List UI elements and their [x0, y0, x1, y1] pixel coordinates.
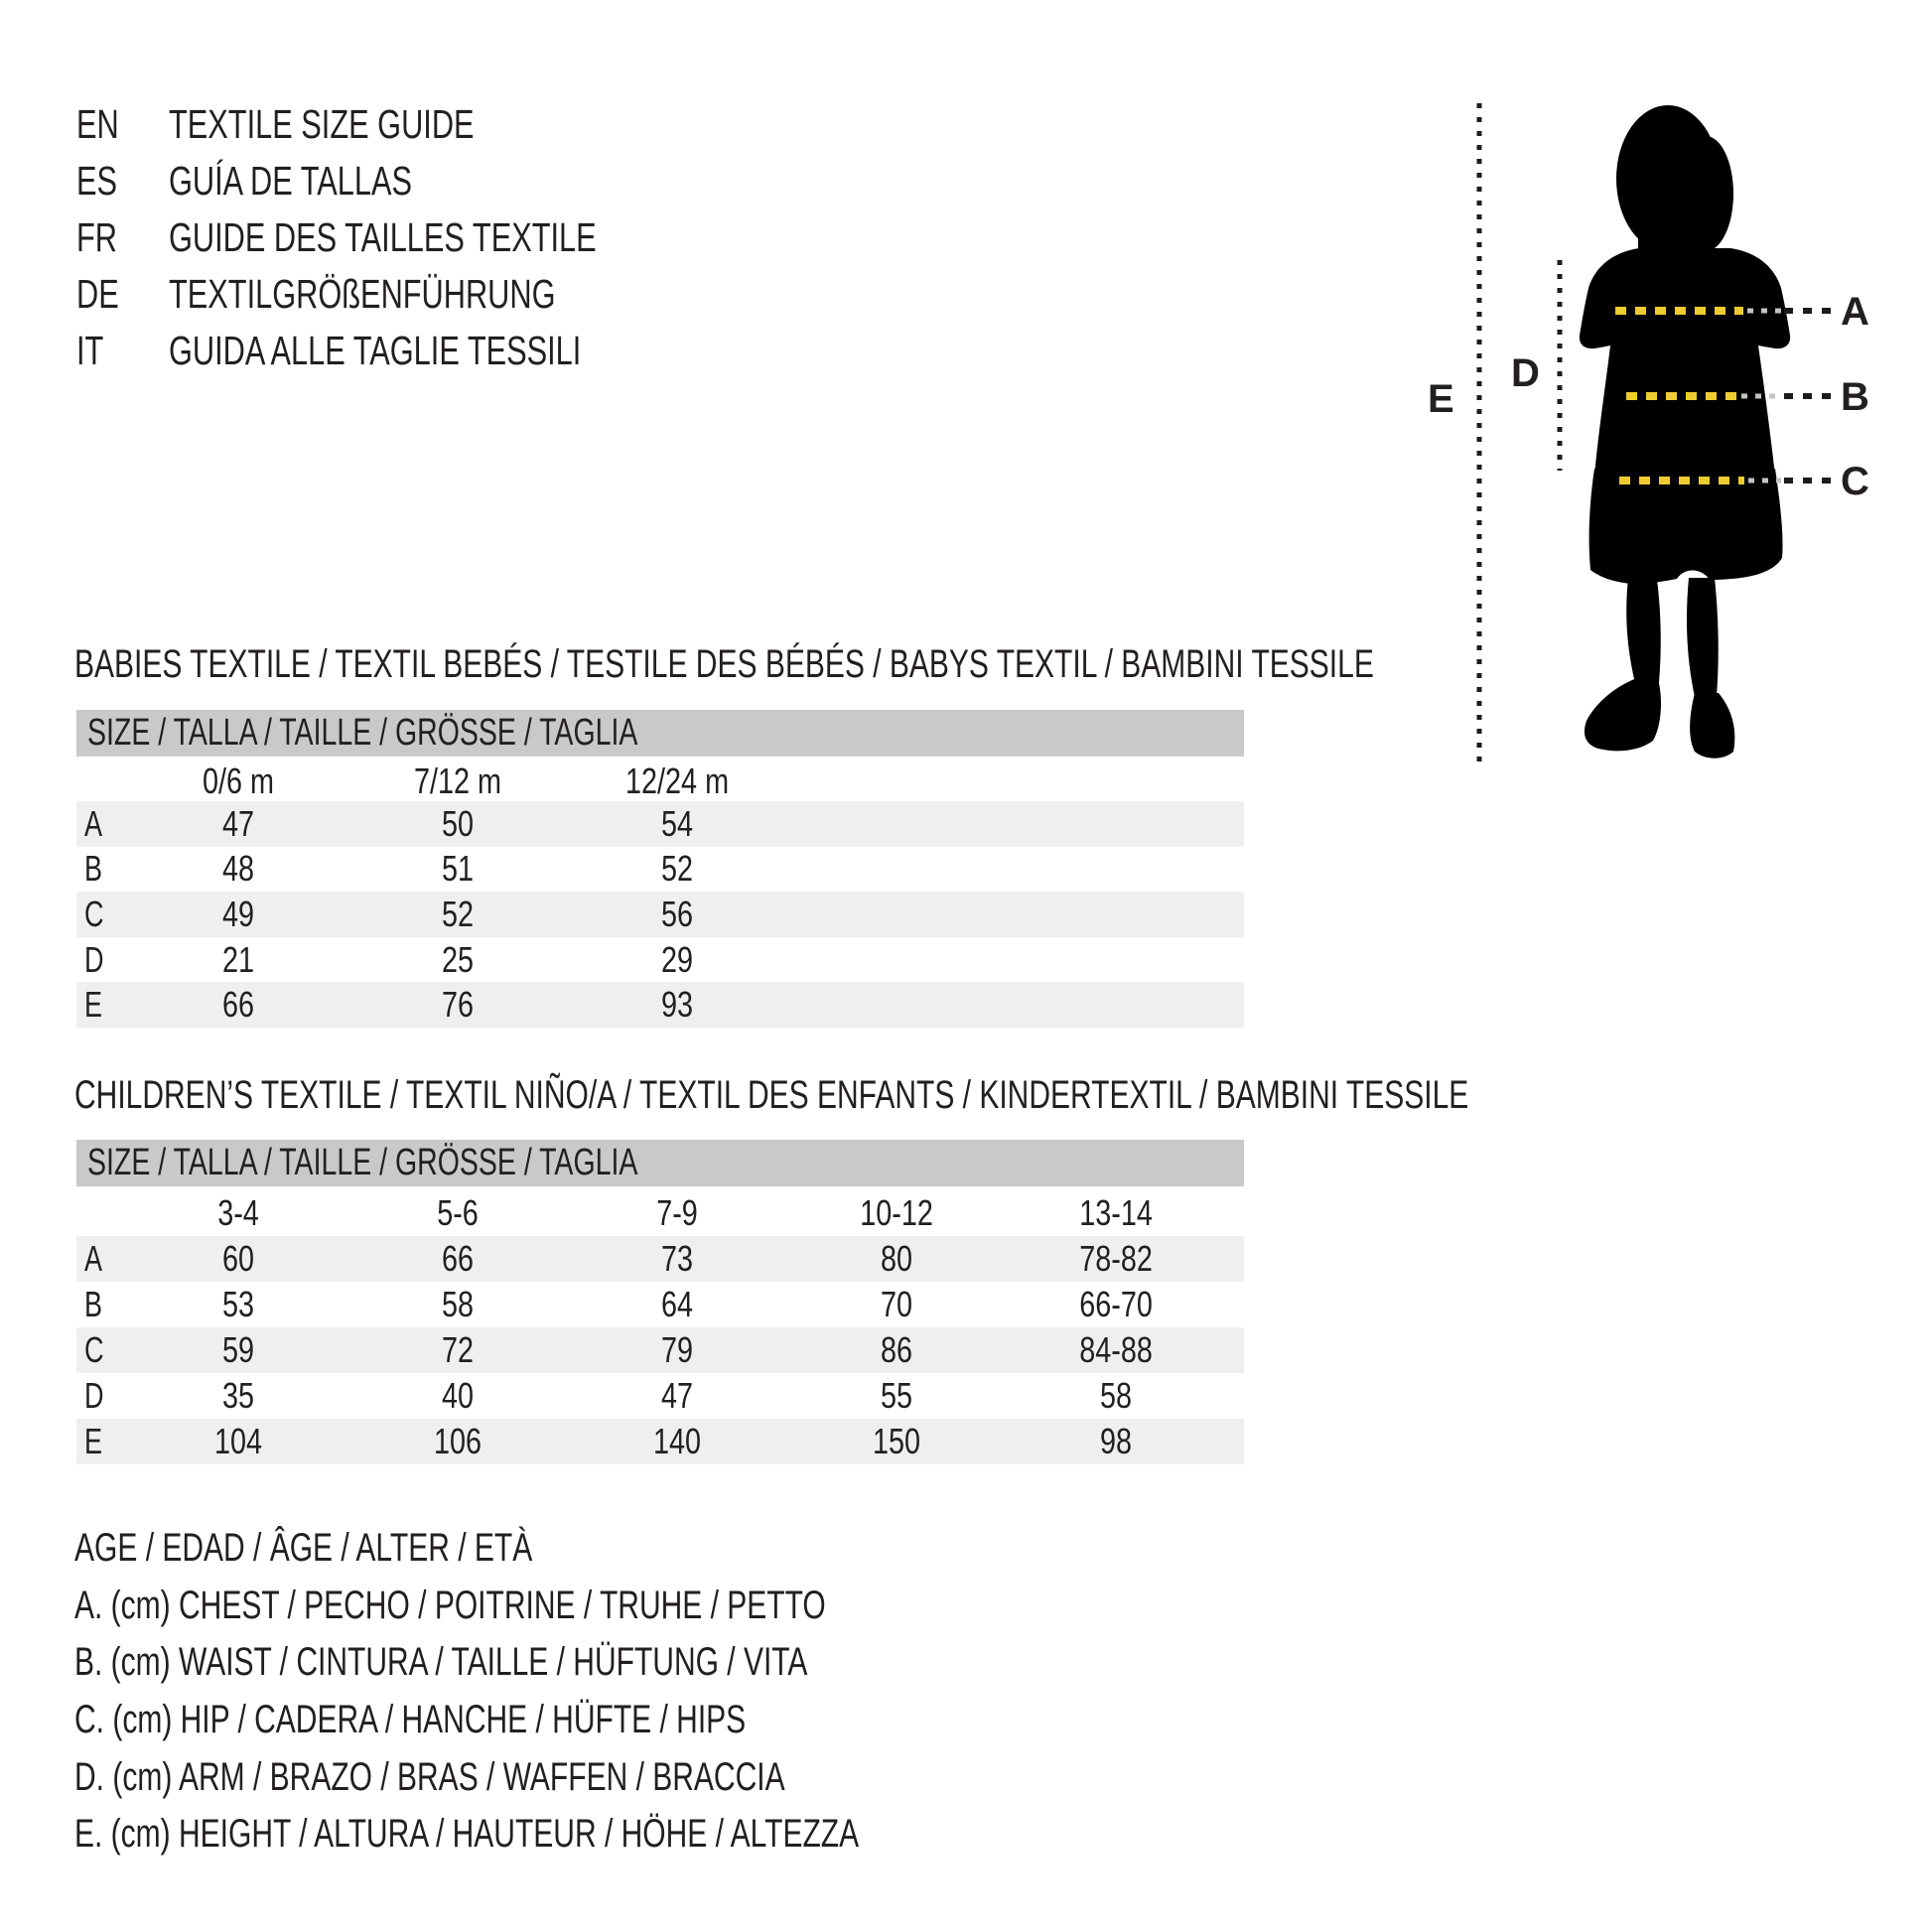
table-cell: 54: [661, 802, 694, 844]
figure-label-d: D: [1511, 351, 1540, 395]
table-cell: 66: [222, 984, 255, 1026]
table-row: [76, 937, 1244, 983]
legend-line-chest: A. (cm) CHEST / PECHO / POITRINE / TRUHE / PETTO: [74, 1583, 826, 1627]
legend-line-height: E. (cm) HEIGHT / ALTURA / HAUTEUR / HÖHE / ALTEZZA: [74, 1812, 860, 1857]
column-header: 10-12: [860, 1192, 934, 1233]
table-row: [76, 892, 1244, 937]
babies-size-header-bar: SIZE / TALLA / TAILLE / GRÖSSE / TAGLIA: [76, 710, 1244, 757]
table-cell: 84-88: [1079, 1329, 1154, 1370]
row-label: C: [84, 893, 104, 934]
measurement-legend: [74, 1520, 1120, 1863]
table-cell: 47: [661, 1375, 694, 1416]
language-code: ES: [76, 158, 118, 204]
table-cell: 70: [881, 1284, 913, 1324]
language-row-en: [76, 96, 739, 153]
language-code: FR: [76, 214, 117, 260]
babies-section-title: BABIES TEXTILE / TEXTIL BEBÉS / TESTILE DES BÉBÉS / BABYS TEXTIL / BAMBINI TESSILE: [74, 642, 1374, 686]
children-size-table: [76, 1190, 1244, 1464]
language-title: GUIDA ALLE TAGLIE TESSILI: [169, 328, 582, 373]
table-cell: 40: [442, 1375, 475, 1416]
row-label: A: [84, 1238, 103, 1279]
language-title: GUIDE DES TAILLES TEXTILE: [169, 214, 597, 260]
table-cell: 73: [661, 1238, 694, 1279]
figure-label-e: E: [1428, 377, 1454, 421]
table-cell: 64: [661, 1284, 694, 1324]
table-cell: 80: [881, 1238, 913, 1279]
table-cell: 60: [222, 1238, 255, 1279]
table-cell: 59: [222, 1329, 255, 1370]
legend-line-waist: B. (cm) WAIST / CINTURA / TAILLE / HÜFTUNG / VITA: [74, 1640, 808, 1685]
table-cell: 52: [442, 893, 475, 934]
table-row: [76, 1373, 1244, 1419]
language-row-it: [76, 323, 739, 379]
babies-column-headers: [76, 760, 1244, 801]
table-cell: 104: [214, 1421, 263, 1461]
legend-line-age: AGE / EDAD / ÂGE / ALTER / ETÀ: [74, 1526, 533, 1571]
language-row-es: [76, 153, 739, 209]
row-label: E: [84, 1421, 103, 1461]
language-code: EN: [76, 101, 119, 147]
children-size-header-bar: SIZE / TALLA / TAILLE / GRÖSSE / TAGLIA: [76, 1140, 1244, 1186]
table-cell: 72: [442, 1329, 475, 1370]
row-label: E: [84, 984, 103, 1026]
figure-label-c: C: [1841, 460, 1869, 503]
language-title: GUÍA DE TALLAS: [169, 158, 412, 204]
legend-line-hip: C. (cm) HIP / CADERA / HANCHE / HÜFTE / HIPS: [74, 1698, 747, 1742]
table-cell: 50: [442, 802, 475, 844]
column-header: 3-4: [217, 1192, 260, 1233]
row-label: D: [84, 938, 104, 980]
table-row: [76, 847, 1244, 893]
table-cell: 52: [661, 848, 694, 890]
column-header: 7-9: [656, 1192, 699, 1233]
table-cell: 66: [442, 1238, 475, 1279]
table-cell: 56: [661, 893, 694, 934]
table-cell: 35: [222, 1375, 255, 1416]
row-label: B: [84, 848, 103, 890]
language-title: TEXTILE SIZE GUIDE: [169, 101, 475, 147]
table-cell: 76: [442, 984, 475, 1026]
row-label: C: [84, 1329, 104, 1370]
table-cell: 29: [661, 938, 694, 980]
row-label: D: [84, 1375, 104, 1416]
table-cell: 58: [1100, 1375, 1133, 1416]
table-cell: 79: [661, 1329, 694, 1370]
table-cell: 55: [881, 1375, 913, 1416]
language-code: DE: [76, 271, 119, 317]
row-label: B: [84, 1284, 103, 1324]
column-header: 5-6: [437, 1192, 480, 1233]
table-cell: 25: [442, 938, 475, 980]
language-list: [76, 96, 739, 379]
table-cell: 78-82: [1079, 1238, 1154, 1279]
table-cell: 53: [222, 1284, 255, 1324]
column-header: 0/6 m: [203, 760, 275, 801]
children-column-headers: [76, 1190, 1244, 1236]
table-cell: 51: [442, 848, 475, 890]
table-cell: 21: [222, 938, 255, 980]
measurement-diagram: [1390, 60, 1932, 814]
language-code: IT: [76, 328, 104, 373]
figure-label-a: A: [1841, 290, 1869, 334]
table-cell: 49: [222, 893, 255, 934]
language-title: TEXTILGRÖßENFÜHRUNG: [169, 271, 556, 317]
table-row: [76, 1327, 1244, 1373]
column-header: 7/12 m: [414, 760, 502, 801]
table-row: [76, 801, 1244, 847]
children-section-title: CHILDREN’S TEXTILE / TEXTIL NIÑO/A / TEXTIL DES ENFANTS / KINDERTEXTIL / BAMBINI TESSILE: [74, 1073, 1469, 1117]
table-cell: 106: [434, 1421, 483, 1461]
language-row-fr: [76, 209, 739, 266]
language-row-de: [76, 266, 739, 323]
table-cell: 86: [881, 1329, 913, 1370]
babies-size-table: [76, 760, 1244, 1028]
legend-line-arm: D. (cm) ARM / BRAZO / BRAS / WAFFEN / BRACCIA: [74, 1754, 785, 1799]
column-header: 13-14: [1079, 1192, 1154, 1233]
table-cell: 150: [873, 1421, 921, 1461]
table-cell: 66-70: [1079, 1284, 1154, 1324]
table-cell: 98: [1100, 1421, 1133, 1461]
table-cell: 48: [222, 848, 255, 890]
table-row: [76, 1282, 1244, 1327]
row-label: A: [84, 802, 103, 844]
table-cell: 47: [222, 802, 255, 844]
column-header: 12/24 m: [625, 760, 730, 801]
table-row: [76, 1419, 1244, 1464]
table-row: [76, 982, 1244, 1028]
table-cell: 140: [653, 1421, 702, 1461]
table-cell: 58: [442, 1284, 475, 1324]
table-row: [76, 1236, 1244, 1282]
figure-label-b: B: [1841, 375, 1869, 419]
table-cell: 93: [661, 984, 694, 1026]
